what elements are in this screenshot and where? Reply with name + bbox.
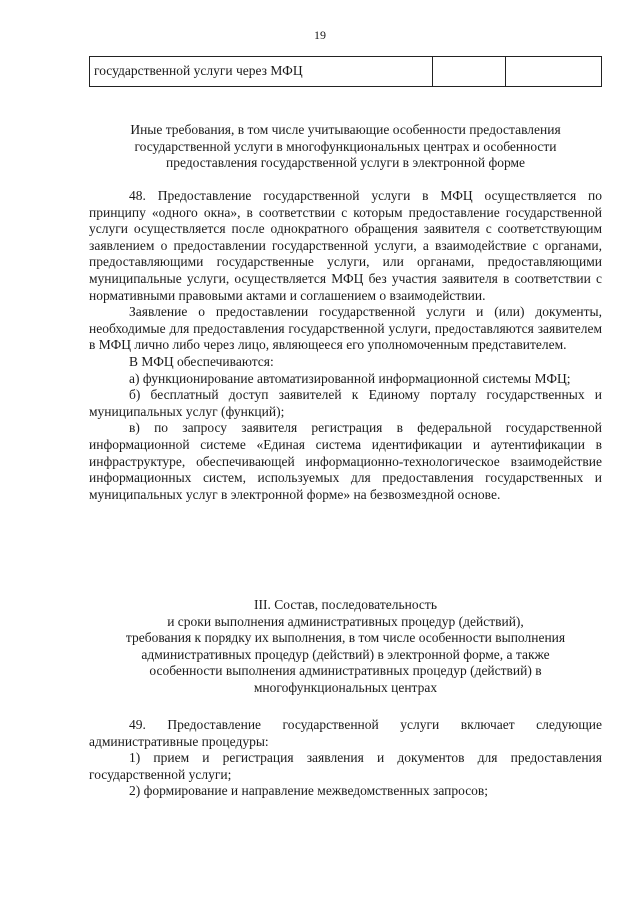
body-text-49 — [89, 717, 602, 800]
paragraph-mfc-provides: В МФЦ обеспечиваются: — [129, 353, 274, 369]
paragraph-48: 48. Предоставление государственной услуги в МФЦ осуществляется по принципу «одного окна», в соответствии с которым предоставление государственной услуги осуществляется после однократного обращения заявителя с соответствующим заявлением о предоставлении государственной услуги, а взаимодействие с органами, предоставляющими государственные услуги, или органами, предоставляющими муниципальные услуги, осуществляется МФЦ без участия заявителя в соответствии с нормативными правовыми актами и соглашением о взаимодействии. — [89, 188, 602, 303]
heading-line: государственной услуги в многофункциональных центрах и особенности — [134, 138, 557, 154]
list-item: б) бесплатный доступ заявителей к Единому порталу государственных и муниципальных услуг (функций); — [89, 387, 602, 419]
table-fragment — [89, 56, 602, 87]
heading-line: и сроки выполнения административных процедур (действий), — [167, 613, 524, 629]
paragraph-application: Заявление о предоставлении государственной услуги и (или) документы, необходимые для предоставления государственной услуги, предоставляются заявителем в МФЦ лично либо через лицо, являющееся его уполномоченным представителем. — [89, 304, 602, 353]
list-item: а) функционирование автоматизированной информационной системы МФЦ; — [129, 370, 571, 386]
list-item: 2) формирование и направление межведомственных запросов; — [129, 783, 489, 799]
heading-line: особенности выполнения административных процедур (действий) в — [149, 663, 542, 679]
table-cell-empty-1 — [433, 57, 506, 87]
heading-line: административных процедур (действий) в электронной форме, а также — [141, 646, 550, 662]
paragraph-49: 49. Предоставление государственной услуги включает следующие административные процедуры: — [89, 717, 602, 749]
section-heading-iii — [89, 597, 602, 697]
table-row — [90, 57, 602, 87]
section-heading-other-requirements — [89, 122, 602, 172]
body-text — [89, 188, 602, 503]
heading-line: требования к порядку их выполнения, в том числе особенности выполнения — [125, 630, 566, 646]
heading-line: многофункциональных центрах — [253, 679, 438, 695]
table-cell-empty-2 — [506, 57, 602, 87]
list-item: в) по запросу заявителя регистрация в федеральной государственной информационной системе «Единая система идентификации и аутентификации в инфраструктуре, обеспечивающей информационно-технологическое взаимодействие информационных систем, используемых для предоставления государственных и муниципальных услуг в электронной форме» на безвозмездной основе. — [89, 420, 602, 502]
heading-line: III. Состав, последовательность — [254, 597, 437, 612]
heading-line: Иные требования, в том числе учитывающие особенности предоставления — [130, 122, 561, 137]
page-number: 19 — [314, 28, 326, 42]
list-item: 1) прием и регистрация заявления и документов для предоставления государственной услуги; — [89, 750, 602, 782]
heading-line: предоставления государственной услуги в электронной форме — [165, 155, 526, 171]
table-cell-service: государственной услуги через МФЦ — [90, 57, 433, 87]
